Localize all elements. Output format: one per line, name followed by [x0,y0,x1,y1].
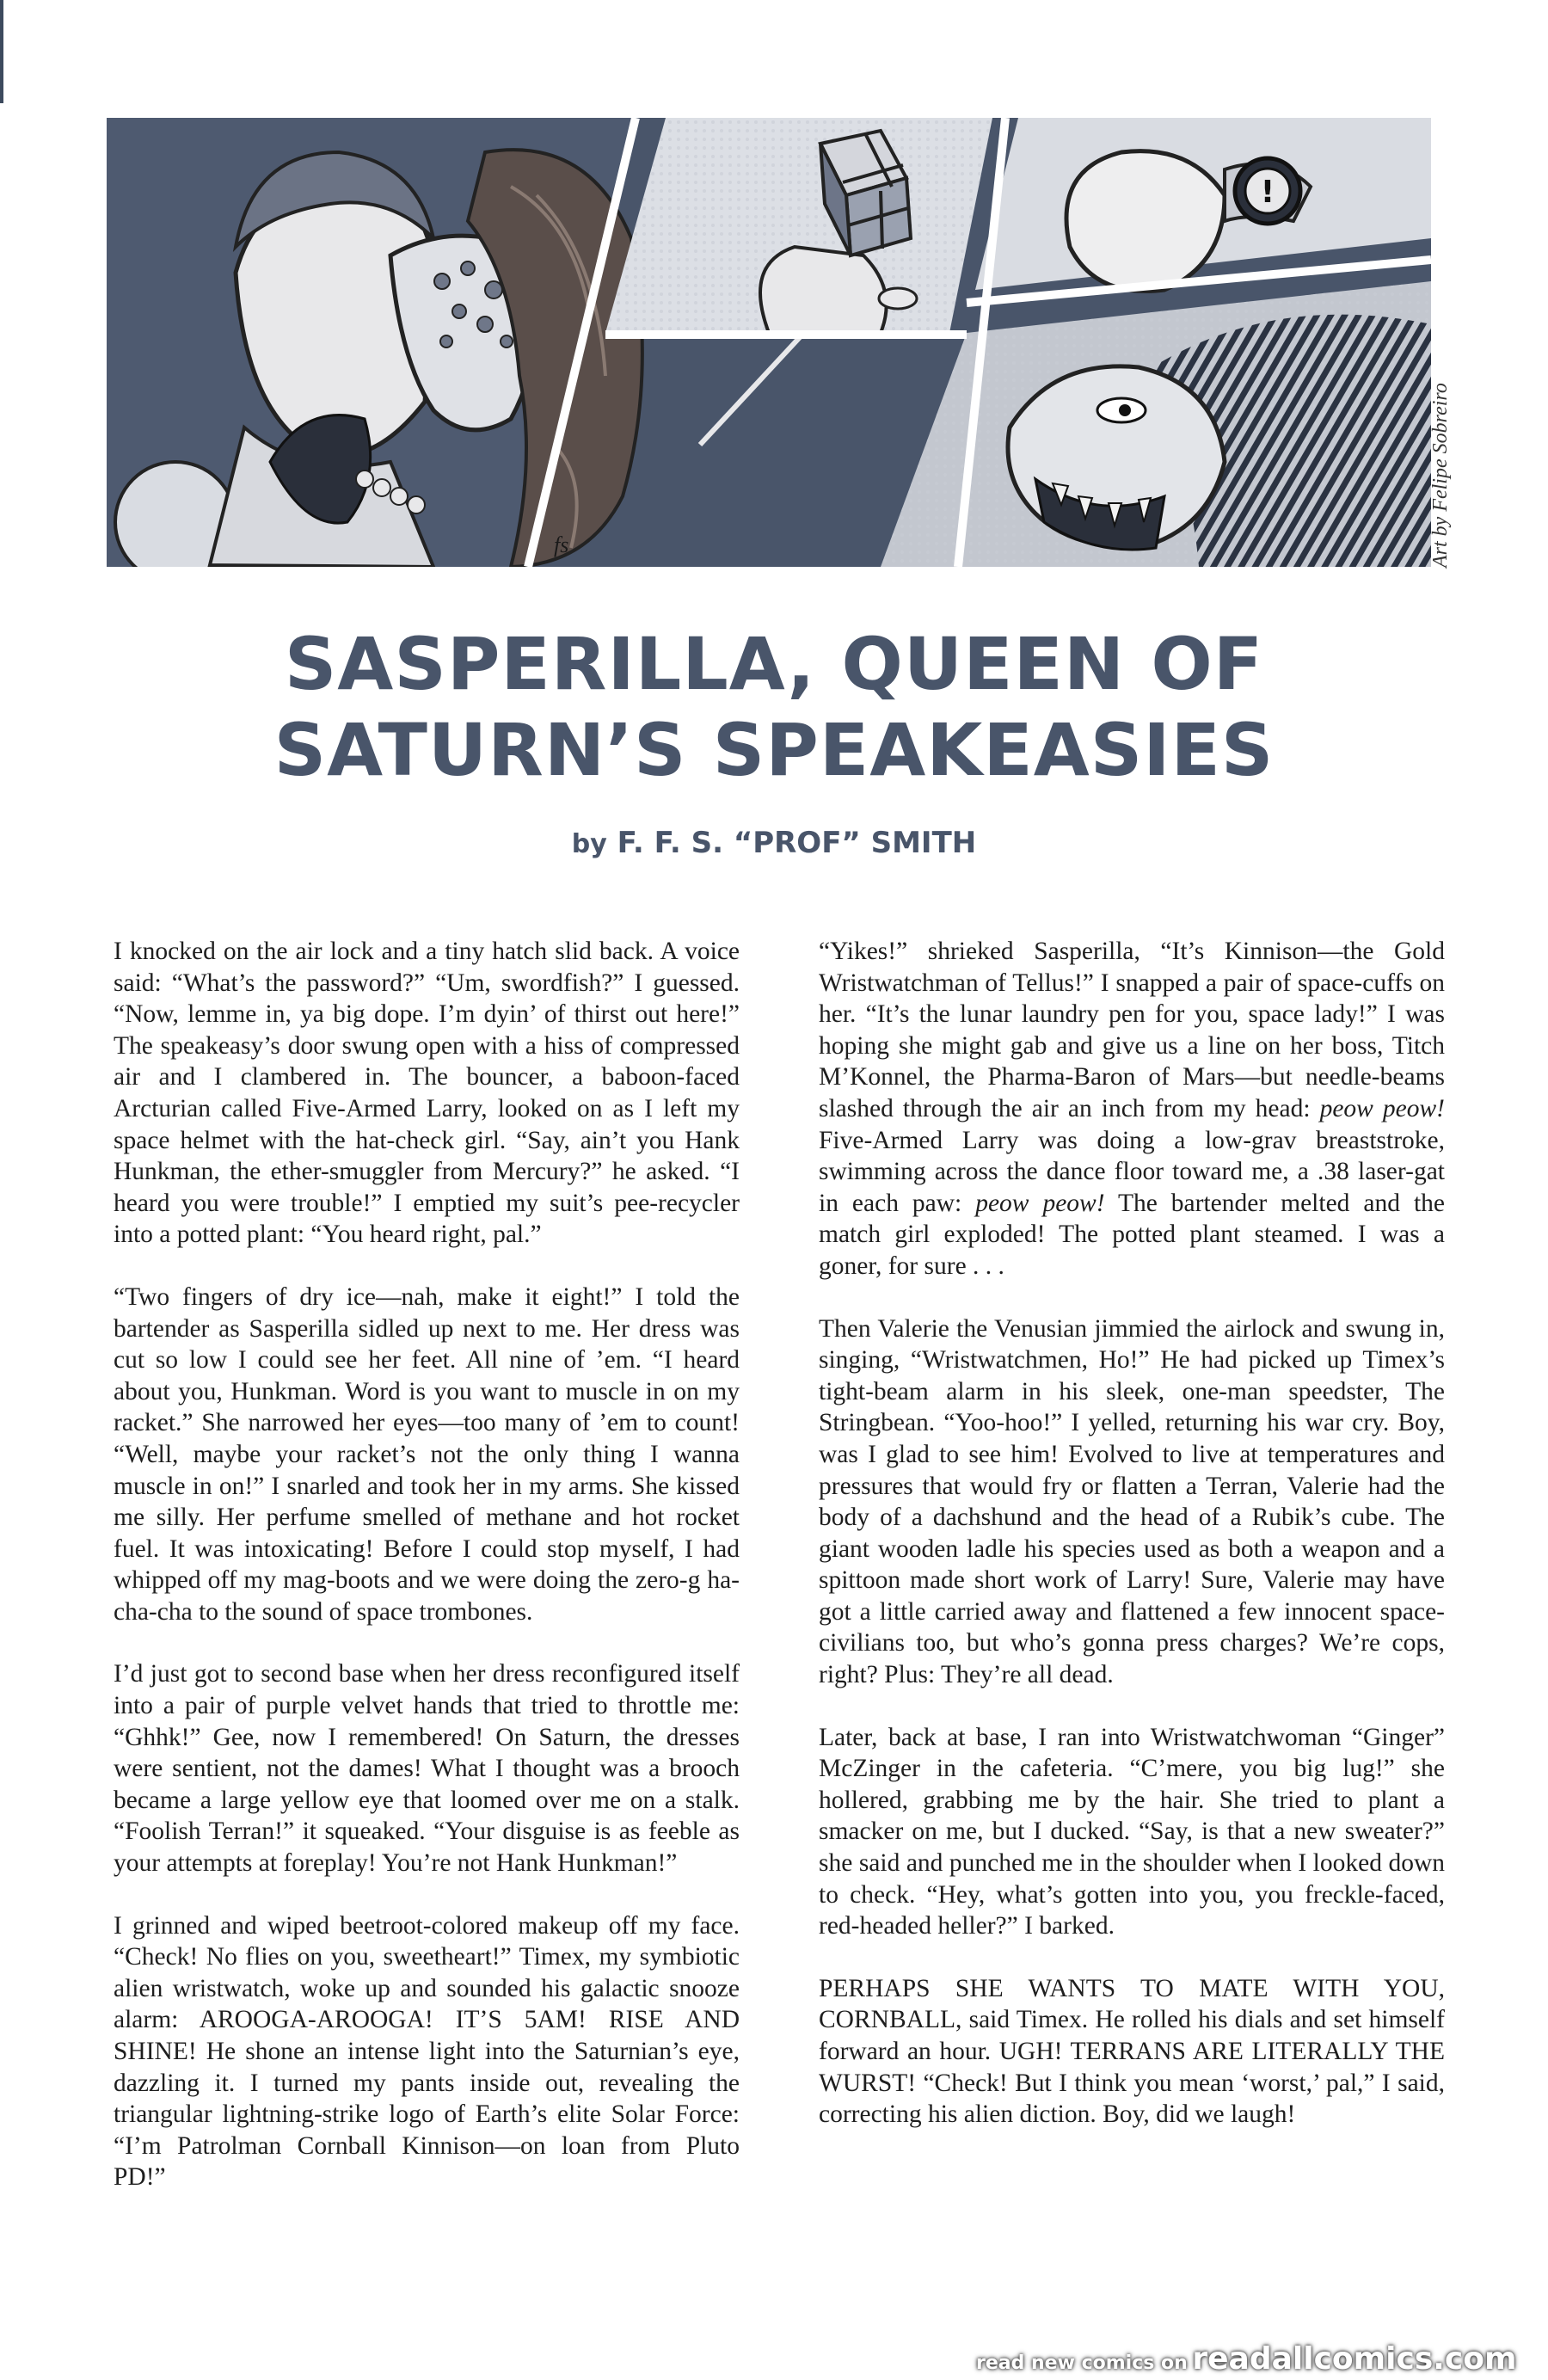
art-credit: Art by Felipe Sobreiro [1429,383,1452,568]
paragraph-text: Five-Armed Larry was doing a low-grav breaststroke, swimming across the dance floor toward me, a .38 laser-gat in each paw: [819,1126,1445,1217]
story-title [129,621,1419,793]
header-illustration [107,118,1431,567]
paragraph: I’d just got to second base when her dress reconfigured itself into a pair of purple velvet hands that tried to throttle me: “Ghhk!” Gee, now I remembered! On Saturn, the dresses were sentient, not the dames! What I thought was a brooch became a large yellow eye that loomed over me on a stalk. “Foolish Terran!” it squeaked. “Your disguise is as feeble as your attempts at foreplay! You’re not Hank Hunkman!” [114,1660,740,1878]
story-title-line-2: SATURN’S SPEAKEASIES [273,708,1275,792]
sound-effect: peow peow! [1319,1094,1445,1122]
paragraph-text: The bartender melted and the match girl exploded! The potted plant steamed. I was a goner, for sure . . . [819,1189,1445,1280]
page-edge-mark [0,0,3,103]
sound-effect: peow peow! [975,1189,1105,1217]
paragraph: I knocked on the air lock and a tiny hatch slid back. A voice said: “What’s the password?” “Um, swordfish?” I guessed. “Now, lemme in, ya big dope. I’m dyin’ of thirst out here!” The speakeasy’s door swung open with a hiss of compressed air and I clambered in. The bouncer, a baboon-faced Arcturian called Five-Armed Larry, looked on as I left my space helmet with the hat-check girl. “Say, ain’t you Hank Hunkman, the ether-smuggler from Mercury?” he asked. “I heard you were trouble!” I emptied my suit’s pee-recycler into a potted plant: “You heard right, pal.” [114,938,740,1249]
right-column [819,936,1445,2162]
paragraph: “Two fingers of dry ice—nah, make it eight!” I told the bartender as Sasperilla sidled up next to me. Her dress was cut so low I could see her feet. All nine of ’em. “I heard about you, Hunkman. Word is you want to muscle in on my racket.” She narrowed her eyes—too many of ’em to count! “Well, maybe your racket’s not the only thing I wanna muscle in on!” I snarled and took her in my arms. She kissed me silly. Her perfume smelled of methane and hot rocket fuel. It was intoxicating! Before I could stop myself, I had whipped off my mag-boots and we were doing the zero-g ha-cha-cha to the sound of space trombones. [114,1282,740,1626]
paragraph-text: “Yikes!” shrieked Sasperilla, “It’s Kinnison—the Gold Wristwatchman of Tellus!” I snapped a pair of space-cuffs on her. “It’s the lunar laundry pen for you, space lady!” I was hoping she might gab and give us a line on her boss, Titch M’Konnel, the Pharma-Baron of Mars—but needle-beams slashed through the air an inch from my head: [819,938,1445,1122]
byline-author: F. F. S. “PROF” SMITH [617,826,977,860]
story-title-line-1: SASPERILLA, QUEEN OF [284,622,1264,706]
left-column [114,936,740,2224]
kiss-panel [107,118,642,567]
byline [129,826,1419,860]
byline-prefix: by [571,829,607,859]
artist-signature: fs [554,532,569,557]
watermark-banner [976,2341,1526,2380]
watermark-prefix: read new comics on [976,2352,1188,2374]
watermark-site: readallcomics.com [1192,2341,1517,2377]
paragraph [819,936,1445,1282]
paragraph: Then Valerie the Venusian jimmied the airlock and swung in, singing, “Wristwatchmen, Ho!” He had picked up Timex’s tight-beam alarm in his sleek, one-man speedster, The Stringbean. “Yoo-hoo!” I yelled, returning his war cry. Boy, was I glad to see him! Evolved to live at temperatures and pressures that would fry or flatten a Terran, Valerie had the body of a dachshund and the head of a Rubik’s cube. The giant wooden ladle his species used as both a weapon and a spittoon made short work of Larry! Sure, Valerie may have got a little carried away and flattened a few innocent space-civilians too, but who’s gonna press charges? We’re cops, right? Plus: They’re all dead. [819,1314,1445,1689]
paragraph: Later, back at base, I ran into Wristwatchwoman “Ginger” McZinger in the cafeteria. “C’mere, you big lug!” she hollered, grabbing me by the hair. She tried to plant a smacker on me, but I ducked. “Say, is that a new sweater?” she said and punched me in the shoulder when I looked down to check. “Hey, what’s gotten into you, you freckle-faced, red-headed heller?” I barked. [819,1723,1445,1940]
paragraph: PERHAPS SHE WANTS TO MATE WITH YOU, CORNBALL, said Timex. He rolled his dials and set himself forward an hour. UGH! TERRANS ARE LITERALLY THE WURST! “Check! But I think you mean ‘worst,’ pal,” I said, correcting his alien diction. Boy, did we laugh! [819,1974,1445,2129]
paragraph: I grinned and wiped beetroot-colored makeup off my face. “Check! No flies on you, sweetheart!” Timex, my symbiotic alien wristwatch, woke up and sounded his galactic snooze alarm: AROOGA-AROOGA! IT’S 5AM! RISE AND SHINE! He shone an intense light into the Saturnian’s eye, dazzling it. I turned my pants inside out, revealing the triangular lightning-strike logo of Earth’s elite Solar Force: “I’m Patrolman Cornball Kinnison—on loan from Pluto PD!” [114,1911,740,2192]
watch-symbol: ! [1260,175,1275,210]
